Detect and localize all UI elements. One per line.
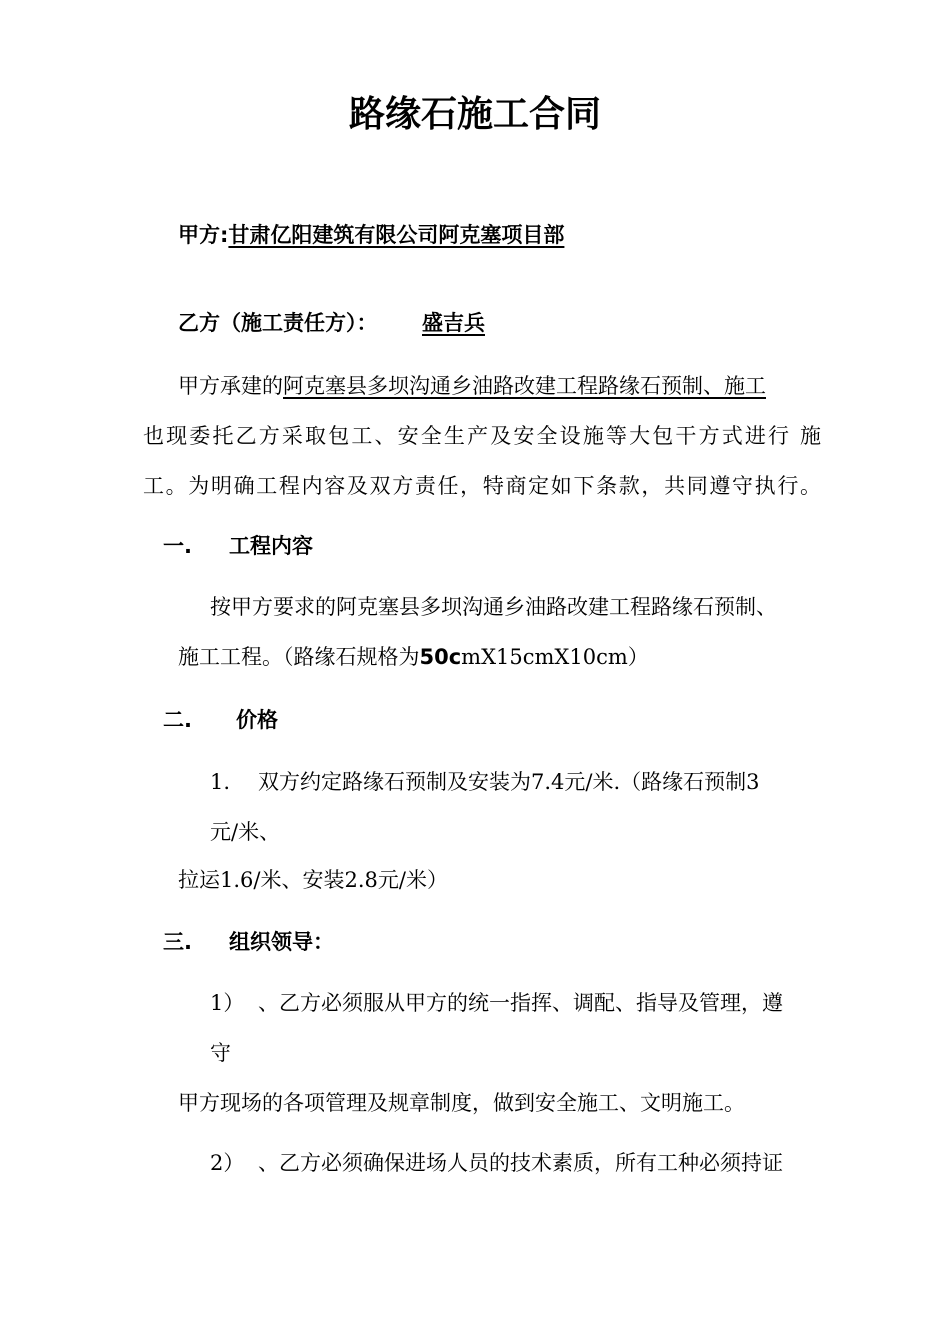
section-3-item-2-number: 2） (210, 1151, 245, 1175)
section-3-number: 三. (163, 930, 192, 954)
intro-line-3: 工。为明确工程内容及双方责任，特商定如下条款，共同遵守执行。 (143, 474, 821, 498)
section-1-line-2 (178, 643, 649, 671)
spec-rest: mX15cmX10cm） (461, 645, 649, 669)
section-3-item-1-line-3: 甲方现场的各项管理及规章制度，做到安全施工、文明施工。 (178, 1091, 745, 1115)
section-1-line-1: 按甲方要求的阿克塞县多坝沟通乡油路改建工程路缘石预制、 (210, 595, 777, 619)
section-2-item-line-3: 拉运1.6/米、安装2.8元/米） (178, 868, 448, 892)
party-b-label: 乙方（施工责任方）： (178, 311, 378, 335)
section-2-heading: 价格 (236, 708, 278, 732)
section-1-heading: 工程内容 (229, 534, 313, 558)
intro-line-1 (178, 372, 766, 400)
party-b-name: 盛吉兵 (422, 311, 485, 335)
party-a-label: 甲方: (178, 223, 229, 247)
section-3-item-1-line-2: 守 (210, 1041, 231, 1065)
project-name: 阿克塞县多坝沟通乡油路改建工程路缘石预制、施工 (283, 374, 766, 398)
spec-bold: 50c (419, 645, 462, 669)
section-2-item-line-2: 元/米、 (210, 820, 281, 844)
intro-line-2: 也现委托乙方采取包工、安全生产及安全设施等大包干方式进行 施 (143, 424, 821, 448)
section-2-item-line-1: 双方约定路缘石预制及安装为7.4元/米.（路缘石预制3 (258, 770, 760, 794)
party-a-line (178, 221, 564, 249)
intro-line-1-text: 甲方承建的 (178, 374, 283, 398)
section-3-heading: 组织领导： (229, 930, 334, 954)
section-1-number: 一. (163, 534, 192, 558)
section-2-number: 二. (163, 708, 192, 732)
section-3-item-2-line-1: 、乙方必须确保进场人员的技术素质，所有工种必须持证 (258, 1151, 783, 1175)
section-3-item-1-number: 1） (210, 991, 245, 1015)
document-title: 路缘石施工合同 (348, 94, 601, 135)
section-2-item-number: 1. (210, 770, 231, 794)
section-1-line-2-text: 施工工程。（路缘石规格为 (178, 645, 420, 669)
section-3-item-1-line-1: 、乙方必须服从甲方的统一指挥、调配、指导及管理，遵 (258, 991, 783, 1015)
party-a-name: 甘肃亿阳建筑有限公司阿克塞项目部 (228, 223, 565, 247)
